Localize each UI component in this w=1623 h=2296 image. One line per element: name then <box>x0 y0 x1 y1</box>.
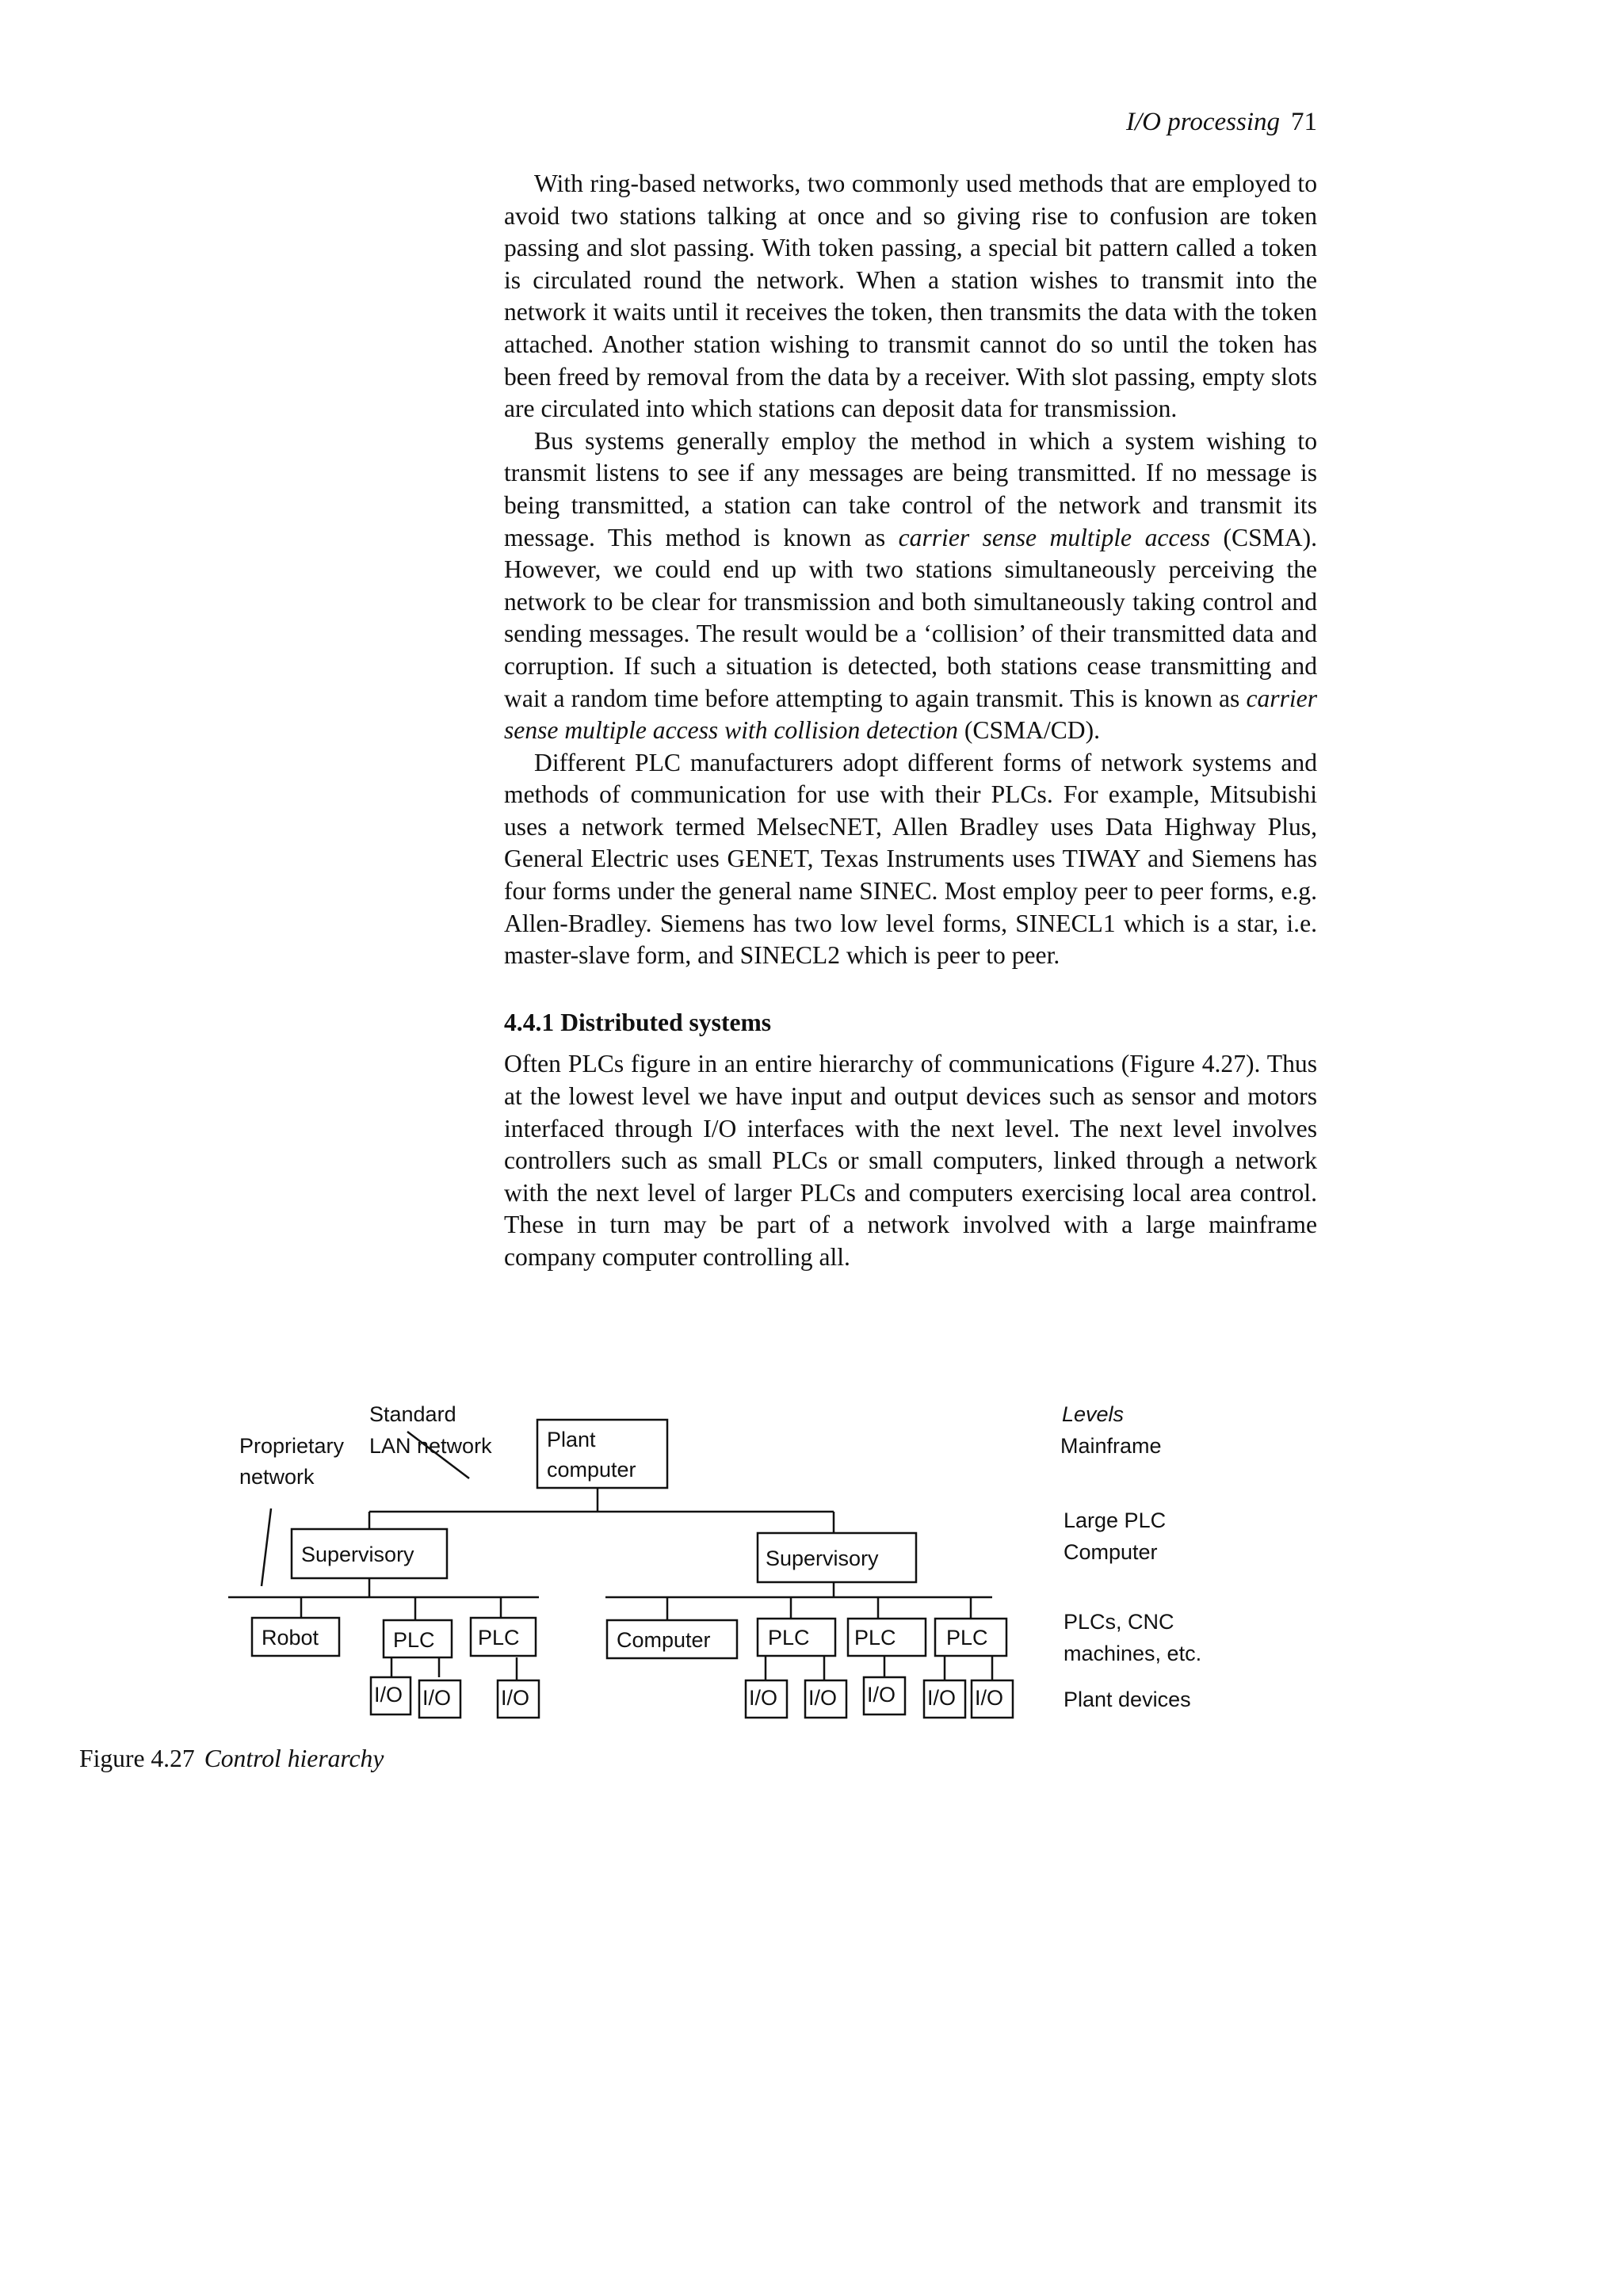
bus-text-1: Bus systems generally employ the method in which a system wishing to transmit listens to see if any messages are being transmitted. If no message is being transmitted, a station can take control of the network and transmit its message. This method is known as <box>504 426 1317 551</box>
control-hierarchy-diagram <box>0 1394 1623 1775</box>
term-csma: carrier sense multiple access <box>898 523 1211 551</box>
body-text <box>504 168 1317 1274</box>
io-label-8: I/O <box>975 1686 1004 1710</box>
standard-label-line2: LAN network <box>369 1434 492 1458</box>
paragraph-bus-systems <box>504 425 1317 747</box>
plc-label-4: PLC <box>854 1626 896 1650</box>
io-label-5: I/O <box>808 1686 838 1710</box>
proprietary-network-pointer <box>262 1508 271 1586</box>
io-label-1: I/O <box>374 1683 403 1707</box>
plc-label-2: PLC <box>478 1626 520 1650</box>
figure-caption-title: Control hierarchy <box>204 1745 384 1772</box>
level-plcs-line2: machines, etc. <box>1064 1642 1202 1665</box>
io-label-4: I/O <box>749 1686 778 1710</box>
standard-label-line1: Standard <box>369 1402 456 1426</box>
level-mainframe: Mainframe <box>1060 1434 1162 1458</box>
level-large-plc-line1: Large PLC <box>1064 1508 1167 1532</box>
io-label-3: I/O <box>501 1686 530 1710</box>
plant-computer-label-line2: computer <box>547 1458 636 1482</box>
bus-text-2: (CSMA). However, we could end up with two stations simultaneously perceiving the network to be clear for transmission and both simultaneously taking control and sending messages. The result would be a ‘collision’ of their transmitted data and corruption. If such a situation is detected, both stations cease transmitting and wait a random time before attempting to again transmit. This is known as <box>504 523 1318 712</box>
robot-label: Robot <box>262 1626 319 1650</box>
level-plcs-line1: PLCs, CNC <box>1064 1610 1174 1634</box>
bus-text-3: (CSMA/CD). <box>957 716 1101 745</box>
io-label-6: I/O <box>867 1683 896 1707</box>
term-csma-cd: carrier sense multiple access with collision detection <box>504 684 1317 745</box>
level-large-plc-line2: Computer <box>1064 1540 1158 1564</box>
level-plant-devices: Plant devices <box>1064 1688 1191 1711</box>
paragraph-manufacturers: Different PLC manufacturers adopt different forms of network systems and methods of communication for use with their PLCs. For example, Mitsubishi uses a network termed MelsecNET, Allen Bradley uses Data Highway Plus, General Electric uses GENET, Texas Instruments uses TIWAY and Siemens has four forms under the general name SINEC. Most employ peer to peer forms, e.g. Allen-Bradley. Siemens has two low level forms, SINECL1 which is a star, i.e. master-slave form, and SINECL2 which is peer to peer. <box>504 748 1317 970</box>
paragraph-ring-networks: With ring-based networks, two commonly used methods that are employed to avoid two stations talking at once and so giving rise to confusion are token passing and slot passing. With token passing, a special bit pattern called a token is circulated round the network. When a station wishes to transmit into the network it waits until it receives the token, then transmits the data with the token attached. Another station wishing to transmit cannot do so until the token has been freed by removal from the data by a receiver. With slot passing, empty slots are circulated into which stations can deposit data for transmission. <box>504 170 1317 423</box>
plc-label-3: PLC <box>768 1626 810 1650</box>
io-label-7: I/O <box>927 1686 957 1710</box>
proprietary-label-line2: network <box>239 1465 315 1489</box>
figure-caption-number: Figure 4.27 <box>79 1745 195 1772</box>
figure-caption <box>79 1743 384 1775</box>
running-head-title: I/O processing <box>1125 108 1280 136</box>
running-head <box>911 106 1317 138</box>
supervisory-left-label: Supervisory <box>301 1543 414 1566</box>
section-heading-title: Distributed systems <box>560 1008 772 1036</box>
computer-label: Computer <box>617 1628 711 1652</box>
page-number: 71 <box>1291 108 1317 136</box>
proprietary-label-line1: Proprietary <box>239 1434 345 1458</box>
section-heading-number: 4.4.1 <box>504 1008 555 1036</box>
section-heading <box>504 1007 1317 1039</box>
plc-label-5: PLC <box>946 1626 988 1650</box>
plant-computer-label-line1: Plant <box>547 1428 596 1451</box>
paragraph-distributed: Often PLCs figure in an entire hierarchy of communications (Figure 4.27). Thus at the lowest level we have input and output devices such as sensor and motors interfaced through I/O interfaces with the next level. The next level involves controllers such as small PLCs or small computers, linked through a network with the next level of larger PLCs and computers exercising local area control. These in turn may be part of a network involved with a large mainframe company computer controlling all. <box>504 1050 1317 1271</box>
io-label-2: I/O <box>422 1686 452 1710</box>
plc-label-1: PLC <box>393 1628 435 1652</box>
levels-heading: Levels <box>1062 1402 1125 1426</box>
supervisory-right-label: Supervisory <box>766 1547 879 1570</box>
levels-legend <box>1060 1402 1201 1711</box>
control-hierarchy-figure <box>0 1394 1623 1775</box>
